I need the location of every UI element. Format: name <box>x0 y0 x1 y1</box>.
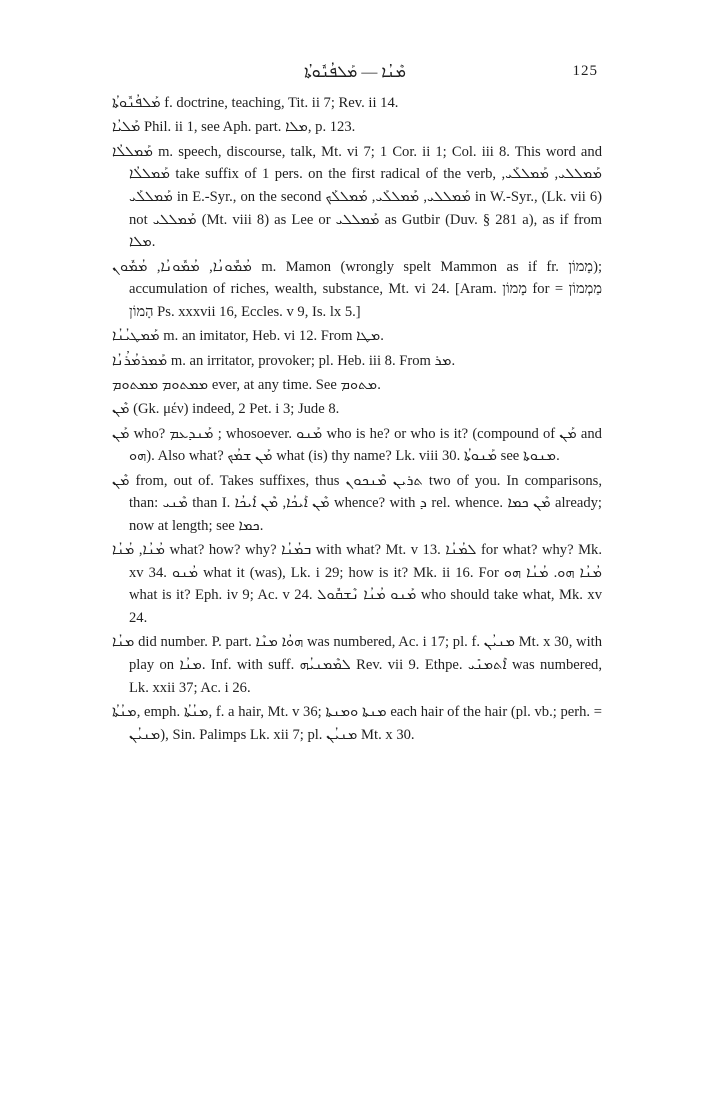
dictionary-entry: ܡܰܡܛܝܳܢܳܐ m. an imitator, Heb. vi 12. From ܡܛܐ. <box>112 328 384 345</box>
dictionary-entry: ܡܰܡܠܠܳܐ m. speech, discourse, talk, Mt. vi 7; 1 Cor. ii 1; Col. iii 8. This word and ܡܰܡܠܠܳܐ take suffix of 1 pers. on the first radical of the verb, ܡܰܡܠܠܝ, ܡܰܡܠܠܰܝ, ܡܰܡܠܠܰܝ in E.-Syr., on the second ܡܰܡܠܠܝ, ܡܰܡܠܠܰܝ, ܡܰܡܠܠܰܟ in W.-Syr., (Lk. vii 6) not ܡܰܡܠܠܝ (Mt. viii 8) as Lee or ܡܰܡܠܠܝ as Gutbir (Duv. § 281 a), as if from ܡܠܐ. <box>112 143 603 251</box>
header-title-left: ܡܰܠܦܳܢܽܘܬܳܐ <box>304 62 358 81</box>
page-header <box>0 62 710 82</box>
dictionary-entry: ܡܢܳܐ did number. P. part. ܗܘܳܐ ܡܢܶܐ was numbered, Ac. i 17; pl. f. ܡܢܝܳܢ Mt. x 30, with play on ܡܢܳܐ. Inf. with suff. ܠܡܶܡܢܝܳܗ Rev. vii 9. Ethpe. ܐܶܬܡܢܺܝ was numbered, Lk. xxii 37; Ac. i 26. <box>112 634 602 696</box>
dictionary-entry: ܡܰܠܦܳܢܽܘܬܳܐ f. doctrine, teaching, Tit. ii 7; Rev. ii 14. <box>112 95 399 111</box>
dictionary-entry: ܡܰܢ who? ܡܰܢܕܥܡ ; whosoever. ܡܰܢܘ who is he? or who is it? (compound of ܡܰܢ and ܗܘ). Also what? ܡܰܢ ܫܡܳܟ what (is) thy name? Lk. viii 30. ܡܰܢܘܬܳܐ see ܡܢܘܬܐ. <box>112 425 602 465</box>
dictionary-entry: ܡܡܬܘܡ ܡܡܬܘܡ ever, at any time. See ܡܬܘܡ. <box>112 376 381 393</box>
header-title-right: ܡܶܢܳܐ <box>381 62 406 81</box>
page-number: 125 <box>572 63 598 79</box>
dictionary-entry: ܡܢܳܬܳܐ, emph. ܡܢܳܬܳܐ, f. a hair, Mt. v 36; ܡܢܬܐ ܘܡܢܬܐ each hair of the hair (pl. vb.; perh. = ܡܢܝܳܢ), Sin. Palimps Lk. xii 7; pl. ܡܢܝܳܢ Mt. x 30. <box>112 704 602 743</box>
header-dash: — <box>361 64 378 81</box>
dictionary-entry: ܡܳܢܳܐ, ܡܳܢܳܐ what? how? why? ܒܡܳܢܳܐ with what? Mt. v 13. ܠܡܳܢܳܐ for what? why? Mk. xv 34. ܡܳܢܘ what it (was), Lk. i 29; how is it? Mk. ii 16. For ܡܳܢܳܐ ܗܘ. ܡܳܢܳܐ ܗܘ what is it? Eph. iv 9; Ac. v 24. ܡܰܢܘ ܡܳܢܳܐ ܢܶܫܩܽܘܠ who should take what, Mk. xv 24. <box>112 542 602 627</box>
dictionary-entry: ܡܰܠܝܳܐ Phil. ii 1, see Aph. part. ܡܠܐ, p. 123. <box>112 119 356 136</box>
entries-list <box>112 92 602 748</box>
dictionary-entry: ܡܶܢ (Gk. μέν) indeed, 2 Pet. i 3; Jude 8. <box>112 401 340 418</box>
dictionary-entry: ܡܰܡܪܡܳܪܳܢܳܐ m. an irritator, provoker; pl. Heb. iii 8. From ܡܪ. <box>112 352 456 369</box>
dictionary-entry: ܡܶܢ from, out of. Takes suffixes, thus ܬܪܝܢ ܡܶܢܟܘܢ two of you. In comparisons, than: ܡܶܢܝ than I. ܡܶܢ ܐܰܝܟܳܐ, ܡܶܢ ܐܰܝܟܳܐ whence? with ܕ rel. whence. ܡܶܢ ܟܡܐ already; now at length; see ܟܡܐ. <box>112 472 602 534</box>
dictionary-entry: ܡܳܡܽܘܢܳܐ, ܡܳܡܽܘܢܳܐ, ܡܳܡܽܘܢ m. Mamon (wrongly spelt Mammon as if fr. מָמוֹן); accumulation of riches, wealth, substance, Mt. vi 24. [Aram. מָמוֹן for מַמְמוֹן = הָמוֹן Ps. xxxvii 16, Eccles. v 9, Is. lx 5.] <box>112 258 602 320</box>
